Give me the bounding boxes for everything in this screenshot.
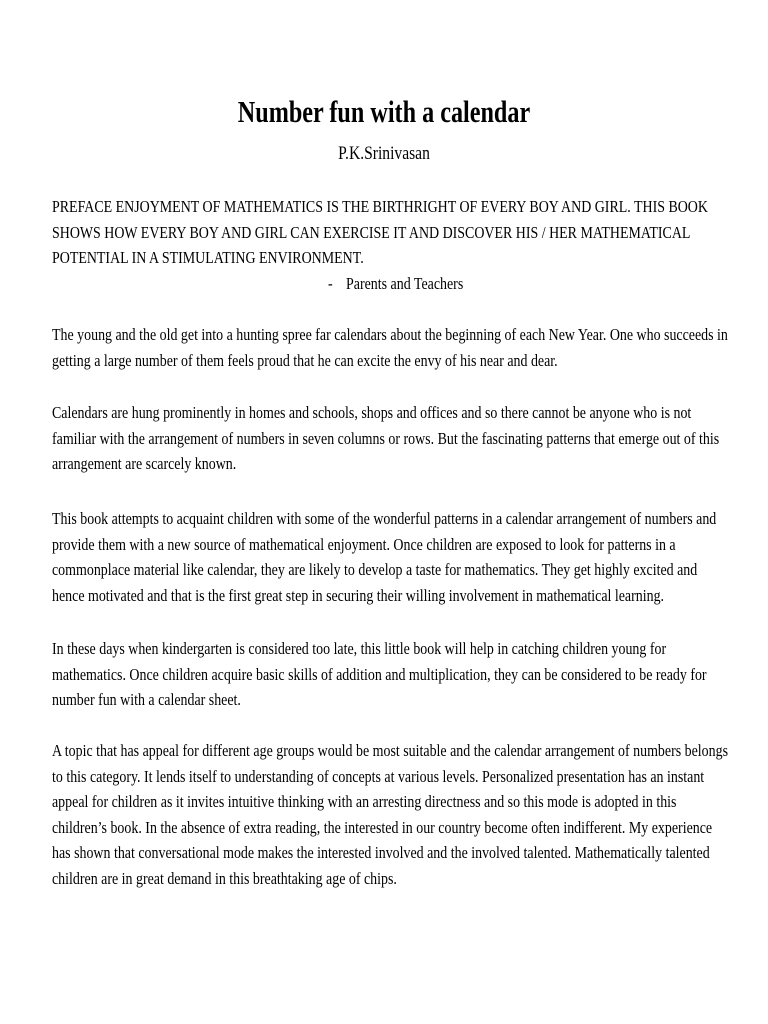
paragraph-line: mathematics. Once children acquire basic skills of addition and multiplication, they can be considered to be ready for xyxy=(52,664,707,684)
paragraph-line: arrangement are scarcely known. xyxy=(52,454,237,473)
paragraph-4 xyxy=(52,636,718,713)
paragraph-line: to this category. It lends itself to understanding of concepts at various levels. Personalized presentation has an instant xyxy=(52,766,705,786)
paragraph-line: has shown that conversational mode makes the interested involved and the involved talented. Mathematically talented xyxy=(52,843,710,862)
paragraph-line: children are in great demand in this breathtaking age of chips. xyxy=(52,868,397,888)
paragraph-line: number fun with a calendar sheet. xyxy=(52,690,241,709)
preface-block xyxy=(52,194,718,271)
paragraph-line: hence motivated and that is the first great step in securing their willing involvement in mathematical learning. xyxy=(52,585,665,605)
paragraph-line: familiar with the arrangement of numbers in seven columns or rows. But the fascinating patterns that emerge out of this xyxy=(52,428,720,448)
paragraph-line: The young and the old get into a hunting spree far calendars about the beginning of each New Year. One who succeeds in xyxy=(52,325,728,344)
paragraph-3 xyxy=(52,506,718,608)
paragraph-line: A topic that has appeal for different age groups would be most suitable and the calendar arrangement of numbers belongs xyxy=(52,741,729,760)
signature-text: Parents and Teachers xyxy=(346,274,464,293)
paragraph-line: children’s book. In the absence of extra reading, the interested in our country become often indifferent. My experience xyxy=(52,817,713,837)
paragraph-1 xyxy=(52,322,728,373)
preface-signature xyxy=(328,271,463,296)
paragraph-2 xyxy=(52,400,718,477)
paragraph-5 xyxy=(52,738,729,891)
preface-line: POTENTIAL IN A STIMULATING ENVIRONMENT. xyxy=(52,248,364,267)
paragraph-line: In these days when kindergarten is considered too late, this little book will help in catching children young for xyxy=(52,639,667,658)
document-title: Number fun with a calendar xyxy=(237,94,531,129)
paragraph-line: provide them with a new source of mathematical enjoyment. Once children are exposed to look for patterns in a xyxy=(52,534,676,554)
paragraph-line: appeal for children as it invites intuitive thinking with an arresting directness and so this mode is adopted in this xyxy=(52,792,677,811)
signature-dash: - xyxy=(328,274,333,293)
preface-line: SHOWS HOW EVERY BOY AND GIRL CAN EXERCISE IT AND DISCOVER HIS / HER MATHEMATICAL xyxy=(52,222,691,242)
paragraph-line: commonplace material like calendar, they are likely to develop a taste for mathematics. They get highly excited and xyxy=(52,560,698,579)
paragraph-line: Calendars are hung prominently in homes and schools, shops and offices and so there cannot be anyone who is not xyxy=(52,403,692,422)
paragraph-line: getting a large number of them feels proud that he can excite the envy of his near and dear. xyxy=(52,350,558,370)
paragraph-line: This book attempts to acquaint children with some of the wonderful patterns in a calendar arrangement of numbers and xyxy=(52,509,717,528)
preface-line: PREFACE ENJOYMENT OF MATHEMATICS IS THE BIRTHRIGHT OF EVERY BOY AND GIRL. THIS BOOK xyxy=(52,197,708,216)
document-author: P.K.Srinivasan xyxy=(338,143,430,164)
